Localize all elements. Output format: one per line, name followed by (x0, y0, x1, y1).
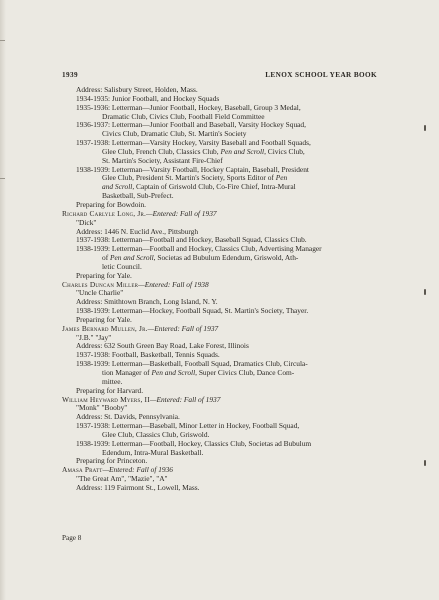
line-text: 1937-1938: Letterman—Football and Hockey, Baseball Squad, Classics Club. (76, 235, 307, 245)
line-text: 1937-1938: Letterman—Baseball, Minor Letter in Hockey, Football Squad, (76, 421, 300, 431)
entered-date: —Entered: Fall of 1937 (146, 208, 217, 218)
line-text: "Dick" (76, 217, 97, 227)
line-text: Edendum, Intra-Mural Basketball. (102, 447, 204, 457)
line-text: 1937-1938: Football, Basketball, Tennis Squads. (76, 350, 220, 360)
line-text: 1938-1939: Letterman—Varsity Football, Hockey Captain, Baseball, President (76, 164, 309, 174)
line-text: Preparing for Yale. (76, 314, 132, 324)
student-entry (62, 281, 377, 325)
entered-date: —Entered: Fall of 1937 (147, 323, 219, 333)
entry-line (62, 484, 377, 493)
line-text-after: , Societas ad Bubulum Edendum, Griswold, Ath- (153, 253, 299, 263)
line-text: 1936-1937: Letterman—Junior Football and Baseball, Varsity Hockey Squad, (76, 120, 306, 130)
line-text: Address: Salisbury Street, Holden, Mass. (76, 85, 198, 94)
page-spine-shadow (0, 0, 6, 600)
line-text: 1938-1939: Letterman—Football, Hockey, Classics Club, Societas ad Bubulum (76, 438, 312, 448)
line-text: "The Great Am", "Mazie", "A" (76, 474, 168, 484)
publication-title: and Scroll (102, 182, 133, 192)
student-entry (62, 396, 377, 467)
entered-date: —Entered: Fall of 1938 (138, 279, 209, 289)
student-name: William Heyward Myers, II (62, 394, 150, 404)
line-text: of (102, 253, 111, 263)
header-year: 1939 (62, 71, 78, 79)
line-text: "J.B." "Jay" (76, 332, 112, 342)
line-text: Address: 119 Fairmont St., Lowell, Mass. (76, 482, 200, 492)
line-text: Glee Club, President St. Martin's Society, Sports Editor of (102, 173, 276, 183)
page-number: Page 8 (62, 534, 82, 542)
line-text: Address: 1446 N. Euclid Ave., Pittsburgh (76, 226, 199, 236)
line-text: 1938-1939: Letterman—Football and Hockey, Classics Club, Advertising Manager (76, 244, 322, 254)
line-text: Preparing for Bowdoin. (76, 199, 146, 209)
line-text: 1937-1938: Letterman—Varsity Hockey, Varsity Baseball and Football Squads, (76, 138, 311, 148)
line-text: Glee Club, Classics Club, Griswold. (102, 429, 210, 439)
running-header (62, 71, 377, 81)
line-text: 1935-1936: Letterman—Junior Football, Hockey, Baseball, Group 3 Medal, (76, 102, 301, 112)
edge-mark (0, 178, 5, 179)
punch-mark (424, 125, 426, 131)
student-name: Richard Carlyle Long, Jr. (62, 208, 147, 218)
student-entry (62, 210, 377, 281)
student-name: Amasa Pratt (62, 465, 103, 475)
line-text: Address: Smithtown Branch, Long Island, N. Y. (76, 297, 218, 307)
line-text: Address: 632 South Green Bay Road, Lake Forest, Illinois (76, 341, 249, 351)
student-name: James Bernard Mullen, Jr. (62, 323, 148, 333)
line-text: 1938-1939: Letterman—Basketball, Football Squad, Dramatics Club, Circula- (76, 359, 308, 369)
line-text: Preparing for Harvard. (76, 385, 144, 395)
entered-date: —Entered: Fall of 1936 (102, 465, 173, 475)
line-text: 1938-1939: Letterman—Hockey, Football Squad, St. Martin's Society, Thayer. (76, 306, 309, 316)
line-text: Dramatic Club, Civics Club, Football Field Committee (102, 111, 265, 121)
publication-title: Pen and Scroll (110, 253, 154, 263)
publication-title: Pen (275, 173, 288, 183)
line-text: Civics Club, Dramatic Club, St. Martin's Society (102, 129, 247, 139)
entered-date: —Entered: Fall of 1937 (149, 394, 221, 404)
edge-mark (0, 40, 5, 41)
line-text: Preparing for Yale. (76, 270, 132, 280)
student-entry (62, 325, 377, 396)
line-text-after: , Super Civics Club, Dance Com- (195, 368, 295, 377)
publication-title: Pen and Scroll (220, 146, 265, 156)
student-entry (62, 86, 377, 210)
line-text: "Monk" "Booby" (76, 403, 128, 413)
line-text-after: , Captain of Griswold Club, Co-Fire Chief, Intra-Mural (132, 182, 296, 192)
line-text: Basketball, Sub-Prefect. (102, 191, 174, 201)
line-text: "Uncle Charlie" (76, 288, 124, 298)
student-entry (62, 466, 377, 493)
header-title: LENOX SCHOOL YEAR BOOK (265, 71, 377, 79)
line-text: 1934-1935: Junior Football, and Hockey Squads (76, 93, 220, 103)
line-text: Address: St. Davids, Pennsylvania. (76, 412, 180, 422)
publication-title: Pen and Scroll (151, 368, 196, 377)
line-text: tion Manager of (102, 368, 152, 377)
line-text: mittee. (102, 376, 123, 386)
punch-mark (424, 460, 426, 466)
line-text-after: , Civics Club, (264, 146, 305, 156)
student-entries (62, 86, 377, 493)
student-name: Charles Duncan Miller (62, 279, 139, 289)
line-text: letic Council. (102, 261, 142, 271)
punch-mark (424, 289, 426, 295)
line-text: Preparing for Princeton. (76, 456, 148, 466)
line-text: Glee Club, French Club, Classics Club, (102, 146, 221, 156)
line-text: St. Martin's Society, Assistant Fire-Chief (102, 155, 223, 165)
student-name-line (62, 210, 377, 219)
